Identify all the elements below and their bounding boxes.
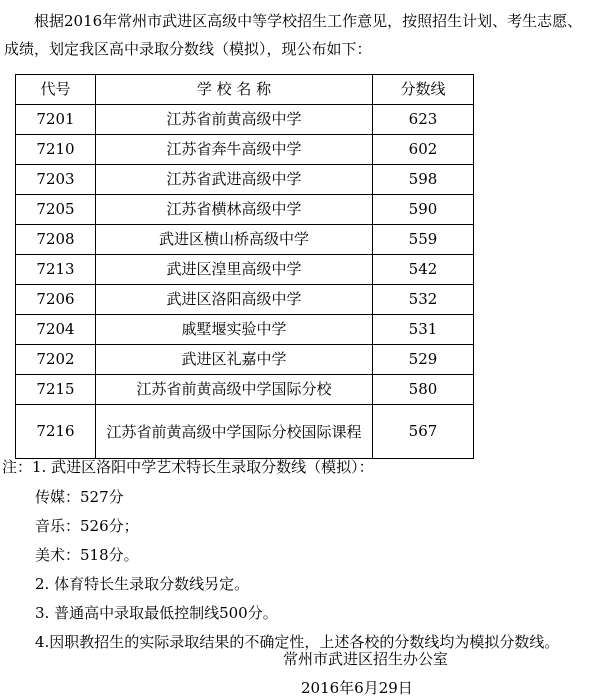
intro-paragraph: 根据2016年常州市武进区高级中等学校招生工作意见，按照招生计划、考生志愿、成绩，划定我区高中录取分数线（模拟），现公布如下：	[4, 12, 583, 58]
score-value: 598	[373, 165, 474, 195]
table-row	[16, 225, 474, 255]
table-row	[16, 405, 474, 459]
school-name: 武进区横山桥高级中学	[96, 225, 373, 255]
admission-score-table	[15, 74, 474, 459]
table-row	[16, 285, 474, 315]
school-name-cell	[96, 405, 373, 459]
table-row	[16, 375, 474, 405]
school-code: 7216	[16, 405, 96, 459]
school-name: 武进区湟里高级中学	[96, 255, 373, 285]
table-row	[16, 195, 474, 225]
table-row	[16, 315, 474, 345]
score-value: 580	[373, 375, 474, 405]
school-code: 7206	[16, 285, 96, 315]
score-value: 529	[373, 345, 474, 375]
school-code: 7204	[16, 315, 96, 345]
school-name: 江苏省武进高级中学	[96, 165, 373, 195]
table-row	[16, 255, 474, 285]
score-value: 623	[373, 105, 474, 135]
school-name: 武进区洛阳高级中学	[96, 285, 373, 315]
note-3: 3. 普通高中录取最低控制线500分。	[35, 604, 278, 622]
score-value: 590	[373, 195, 474, 225]
school-code: 7205	[16, 195, 96, 225]
table-row	[16, 105, 474, 135]
table-header-row	[16, 75, 474, 105]
school-code: 7213	[16, 255, 96, 285]
issue-date: 2016年6月29日	[301, 679, 413, 697]
table-row	[16, 165, 474, 195]
note-4: 4.因职教招生的实际录取结果的不确定性，上述各校的分数线均为模拟分数线。	[35, 633, 560, 651]
score-value: 602	[373, 135, 474, 165]
school-name: 江苏省前黄高级中学国际分校	[96, 375, 373, 405]
school-code: 7208	[16, 225, 96, 255]
issuing-office: 常州市武进区招生办公室	[283, 650, 449, 668]
school-code: 7202	[16, 345, 96, 375]
school-name: 江苏省横林高级中学	[96, 195, 373, 225]
school-code: 7203	[16, 165, 96, 195]
school-name: 江苏省前黄高级中学	[96, 105, 373, 135]
header-school-name: 学 校 名 称	[96, 75, 373, 105]
score-value: 531	[373, 315, 474, 345]
table-row	[16, 345, 474, 375]
school-name: 戚墅堰实验中学	[96, 315, 373, 345]
score-value: 542	[373, 255, 474, 285]
note-art-fine-arts: 美术：518分。	[35, 546, 139, 564]
score-value: 532	[373, 285, 474, 315]
school-code: 7201	[16, 105, 96, 135]
header-score: 分数线	[373, 75, 474, 105]
school-name: 江苏省奔牛高级中学	[96, 135, 373, 165]
note-art-music: 音乐：526分；	[35, 517, 139, 535]
note-1: 注：1. 武进区洛阳中学艺术特长生录取分数线（模拟）：	[2, 458, 374, 476]
header-code: 代号	[16, 75, 96, 105]
note-art-media: 传媒：527分	[35, 488, 124, 506]
note-2: 2. 体育特长生录取分数线另定。	[35, 575, 250, 593]
score-value: 559	[373, 225, 474, 255]
score-value: 567	[373, 405, 474, 459]
school-name: 江苏省前黄高级中学国际分校国际课程	[106, 422, 362, 441]
school-code: 7215	[16, 375, 96, 405]
school-name: 武进区礼嘉中学	[96, 345, 373, 375]
table-row	[16, 135, 474, 165]
school-code: 7210	[16, 135, 96, 165]
